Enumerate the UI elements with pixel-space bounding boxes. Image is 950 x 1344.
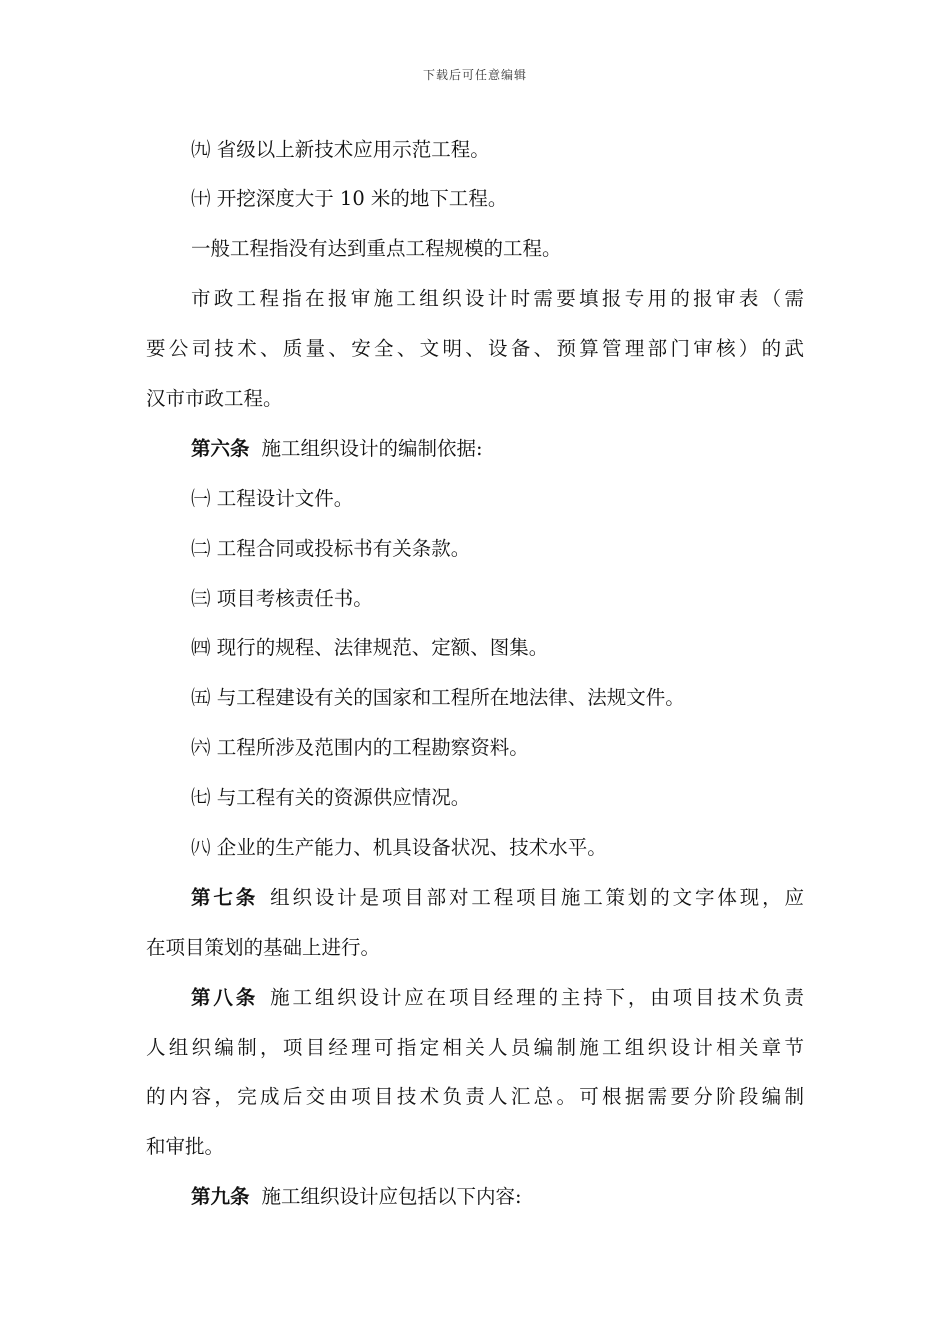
list-item [191,635,548,661]
list-item [191,536,470,562]
item-marker: ㈣ [191,636,211,659]
list-item [191,685,685,711]
article-8-continuation: 的内容，完成后交由项目技术负责人汇总。可根据需要分阶段编制 [146,1085,804,1108]
item-text: 工程所涉及范围内的工程勘察资料。 [216,736,529,759]
article-7-paragraph [191,885,804,911]
list-item [191,735,529,761]
item-text: 与工程有关的资源供应情况。 [216,786,471,809]
item-text: 与工程建设有关的国家和工程所在地法律、法规文件。 [216,686,685,709]
item-marker: ㈡ [191,537,211,560]
item-marker: ㈩ [191,187,211,210]
article-7-continuation: 在项目策划的基础上进行。 [146,936,381,959]
article-text: 施工组织设计的编制依据: [261,437,483,460]
article-9-heading [191,1184,522,1210]
item-text: 工程合同或投标书有关条款。 [216,537,471,560]
list-item [191,186,507,212]
list-item [191,835,607,861]
article-8-continuation: 和审批。 [146,1135,225,1158]
item-marker: ㈠ [191,487,211,510]
article-text: 施工组织设计应包括以下内容: [261,1185,522,1208]
item-text: 项目考核责任书。 [216,587,373,610]
municipal-definition-line: 汉市市政工程。 [146,387,283,410]
municipal-definition-line: 要公司技术、质量、安全、文明、设备、预算管理部门审核）的武 [146,337,804,360]
municipal-definition-line: 市政工程指在报审施工组织设计时需要填报专用的报审表（需 [191,287,804,310]
list-item [191,785,470,811]
general-definition: 一般工程指没有达到重点工程规模的工程。 [191,237,562,260]
item-text: 省级以上新技术应用示范工程。 [216,138,490,161]
article-8-continuation: 人组织编制，项目经理可指定相关人员编制施工组织设计相关章节 [146,1036,804,1059]
item-marker: ㈤ [191,686,211,709]
list-item [191,486,353,512]
article-label: 第六条 [191,437,250,460]
item-text: 工程设计文件。 [216,487,354,510]
item-text: 开挖深度大于 10 米的地下工程。 [216,187,508,210]
article-text: 施工组织设计应在项目经理的主持下，由项目技术负责 [270,986,804,1009]
article-label: 第八条 [191,986,259,1009]
page-header: 下载后可任意编辑 [422,68,527,82]
list-item [191,586,373,612]
item-marker: ㈧ [191,836,211,859]
item-marker: ㈥ [191,736,211,759]
article-label: 第七条 [191,886,259,909]
item-marker: ㈦ [191,786,211,809]
item-marker: ㈨ [191,138,211,161]
article-text: 组织设计是项目部对工程项目施工策划的文字体现，应 [270,886,804,909]
item-text: 企业的生产能力、机具设备状况、技术水平。 [216,836,607,859]
article-6-heading [191,436,483,462]
item-marker: ㈢ [191,587,211,610]
article-8-paragraph [191,985,804,1011]
article-label: 第九条 [191,1185,250,1208]
item-text: 现行的规程、法律规范、定额、图集。 [216,636,549,659]
list-item [191,137,490,163]
